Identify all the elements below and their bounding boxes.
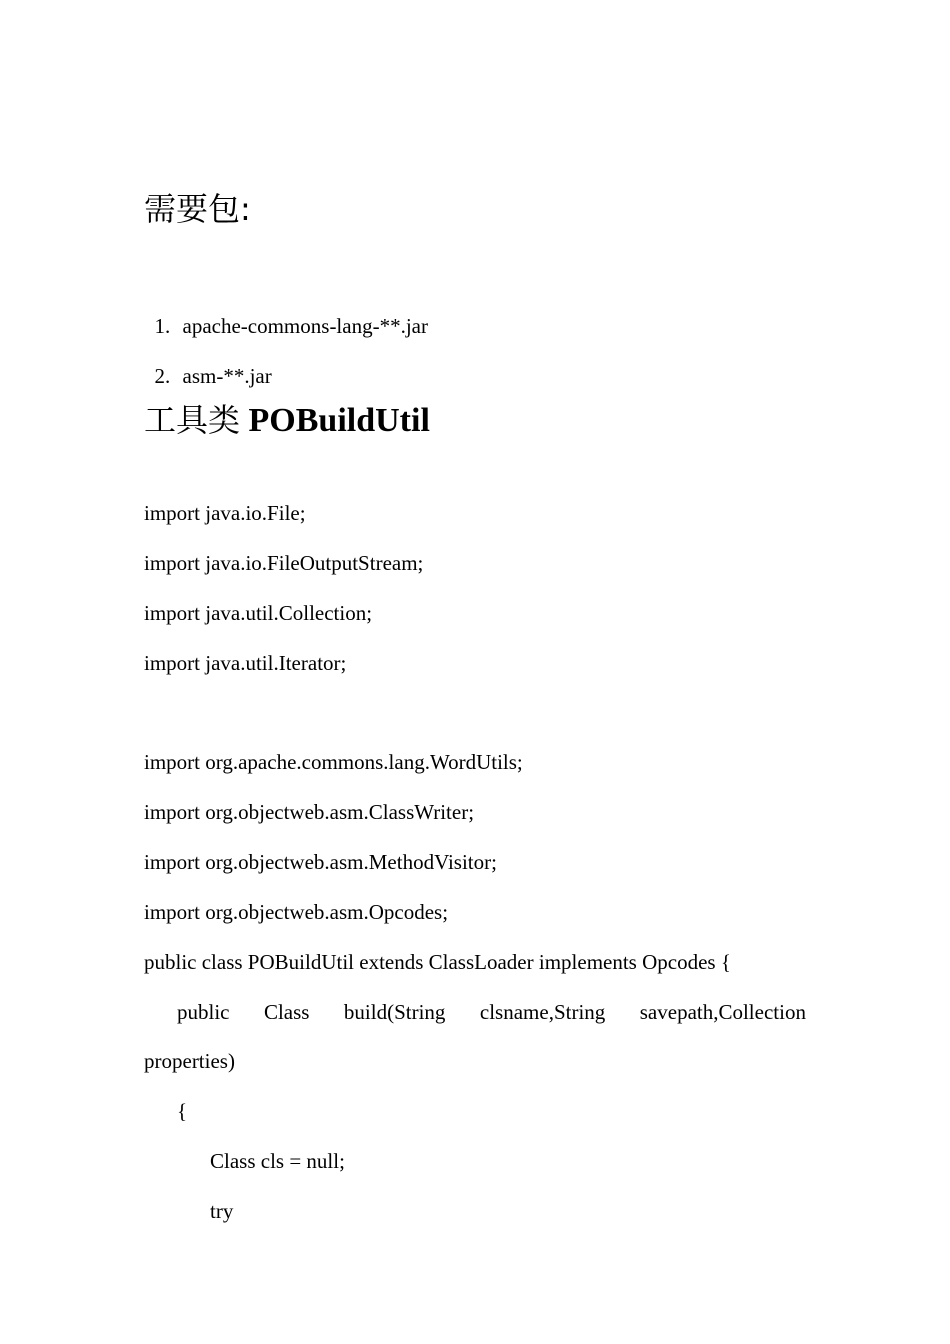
signature-word: savepath,Collection xyxy=(639,1000,806,1024)
code-line: import org.apache.commons.lang.WordUtils; xyxy=(144,750,523,774)
code-line: import org.objectweb.asm.MethodVisitor; xyxy=(144,850,497,874)
list-item xyxy=(144,337,272,389)
list-item-number: 1. xyxy=(154,314,171,338)
list-item-text: apache-commons-lang-**.jar xyxy=(182,314,428,338)
code-line: { xyxy=(177,1099,188,1123)
signature-word: build(String xyxy=(343,1000,446,1024)
code-line: import org.objectweb.asm.Opcodes; xyxy=(144,900,449,924)
packages-heading-text: 需要包: xyxy=(144,190,251,228)
signature-word: public xyxy=(177,1000,230,1024)
code-line: public class POBuildUtil extends ClassLoader implements Opcodes { xyxy=(144,950,731,974)
signature-word: Class xyxy=(263,1000,310,1024)
code-line: import java.util.Collection; xyxy=(144,601,373,625)
tool-heading-prefix: 工具类 xyxy=(144,401,241,439)
list-item xyxy=(144,287,428,339)
method-signature xyxy=(144,999,806,1025)
signature-word: clsname,String xyxy=(479,1000,606,1024)
code-line: properties) xyxy=(144,1049,235,1073)
code-line: Class cls = null; xyxy=(210,1149,345,1173)
code-line: import java.util.Iterator; xyxy=(144,651,347,675)
tool-heading-name: POBuildUtil xyxy=(248,402,430,439)
code-line: import java.io.FileOutputStream; xyxy=(144,551,424,575)
packages-heading xyxy=(144,188,251,231)
list-item-number: 2. xyxy=(154,364,171,388)
code-line: import org.objectweb.asm.ClassWriter; xyxy=(144,800,475,824)
code-line: import java.io.File; xyxy=(144,501,306,525)
list-item-text: asm-**.jar xyxy=(182,364,272,388)
tool-heading xyxy=(144,399,430,442)
code-line: try xyxy=(210,1199,234,1223)
